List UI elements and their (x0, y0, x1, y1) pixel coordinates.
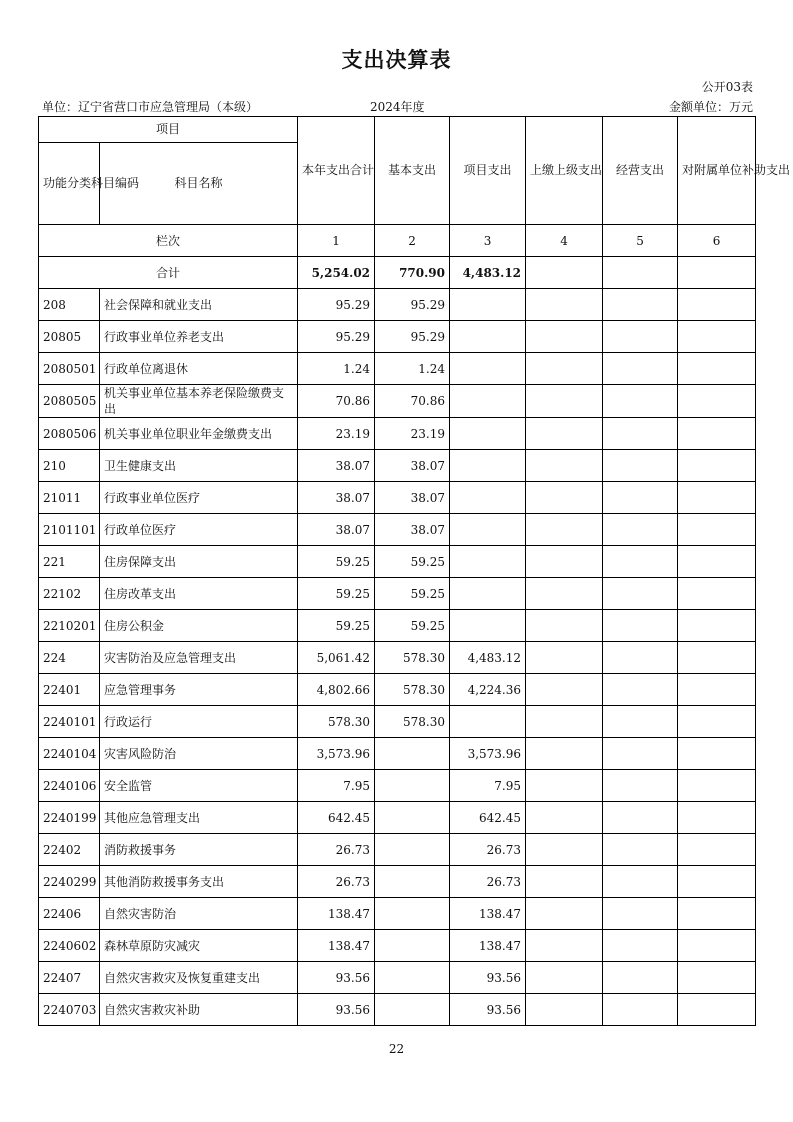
cell-name: 行政运行 (100, 706, 298, 738)
cell-name: 自然灾害救灾补助 (100, 994, 298, 1026)
cell-code: 224 (39, 642, 100, 674)
header-col4: 上缴上级支出 (526, 117, 603, 225)
cell-name: 灾害风险防治 (100, 738, 298, 770)
cell-col6 (678, 706, 756, 738)
cell-col4 (526, 962, 603, 994)
row-number-2: 2 (375, 225, 450, 257)
cell-col6 (678, 802, 756, 834)
header-code: 功能分类科目编码 (39, 143, 100, 225)
cell-project (450, 450, 526, 482)
cell-name: 机关事业单位职业年金缴费支出 (100, 418, 298, 450)
total-basic: 770.90 (375, 257, 450, 289)
header-col1: 本年支出合计 (298, 117, 375, 225)
cell-code: 208 (39, 289, 100, 321)
table-row (39, 450, 756, 482)
cell-basic: 578.30 (375, 706, 450, 738)
table-row (39, 802, 756, 834)
cell-col6 (678, 898, 756, 930)
cell-project (450, 418, 526, 450)
cell-col6 (678, 546, 756, 578)
cell-basic: 38.07 (375, 450, 450, 482)
cell-project: 26.73 (450, 866, 526, 898)
cell-name: 安全监管 (100, 770, 298, 802)
cell-col6 (678, 834, 756, 866)
cell-total: 578.30 (298, 706, 375, 738)
row-number-label: 栏次 (39, 225, 298, 257)
table-row (39, 546, 756, 578)
header-col2: 基本支出 (375, 117, 450, 225)
form-number: 公开03表 (701, 80, 753, 94)
cell-col5 (603, 450, 678, 482)
row-number-row (39, 225, 756, 257)
cell-col6 (678, 289, 756, 321)
cell-col6 (678, 930, 756, 962)
cell-basic (375, 802, 450, 834)
unit-label: 单位：辽宁省营口市应急管理局（本级） (42, 100, 259, 114)
cell-code: 2240703 (39, 994, 100, 1026)
cell-code: 2080501 (39, 353, 100, 385)
cell-name: 社会保障和就业支出 (100, 289, 298, 321)
cell-basic: 578.30 (375, 674, 450, 706)
table-row (39, 610, 756, 642)
cell-name: 其他应急管理支出 (100, 802, 298, 834)
cell-code: 20805 (39, 321, 100, 353)
table-row (39, 866, 756, 898)
cell-col5 (603, 418, 678, 450)
cell-code: 21011 (39, 482, 100, 514)
cell-col5 (603, 994, 678, 1026)
table-row (39, 834, 756, 866)
cell-col4 (526, 450, 603, 482)
cell-col5 (603, 289, 678, 321)
cell-basic: 38.07 (375, 514, 450, 546)
cell-col6 (678, 962, 756, 994)
cell-total: 59.25 (298, 610, 375, 642)
cell-basic (375, 898, 450, 930)
cell-col4 (526, 994, 603, 1026)
cell-project: 93.56 (450, 962, 526, 994)
cell-col4 (526, 706, 603, 738)
cell-code: 2240101 (39, 706, 100, 738)
cell-code: 2240602 (39, 930, 100, 962)
cell-col6 (678, 385, 756, 418)
cell-col6 (678, 353, 756, 385)
cell-total: 38.07 (298, 450, 375, 482)
cell-name: 森林草原防灾减灾 (100, 930, 298, 962)
cell-name: 应急管理事务 (100, 674, 298, 706)
cell-name: 其他消防救援事务支出 (100, 866, 298, 898)
cell-col4 (526, 289, 603, 321)
table-row (39, 385, 756, 418)
cell-project: 138.47 (450, 930, 526, 962)
cell-total: 5,061.42 (298, 642, 375, 674)
cell-project: 4,483.12 (450, 642, 526, 674)
cell-code: 2240299 (39, 866, 100, 898)
cell-code: 22102 (39, 578, 100, 610)
cell-col5 (603, 706, 678, 738)
cell-name: 住房改革支出 (100, 578, 298, 610)
cell-col5 (603, 866, 678, 898)
cell-total: 38.07 (298, 482, 375, 514)
cell-project (450, 321, 526, 353)
cell-code: 22401 (39, 674, 100, 706)
header-col6: 对附属单位补助支出 (678, 117, 756, 225)
cell-col5 (603, 482, 678, 514)
table-row (39, 418, 756, 450)
cell-basic: 59.25 (375, 578, 450, 610)
total-label: 合计 (39, 257, 298, 289)
cell-col5 (603, 578, 678, 610)
cell-col6 (678, 770, 756, 802)
cell-basic (375, 770, 450, 802)
cell-basic (375, 738, 450, 770)
cell-name: 行政单位医疗 (100, 514, 298, 546)
cell-code: 2210201 (39, 610, 100, 642)
cell-project (450, 546, 526, 578)
table-row (39, 578, 756, 610)
cell-col5 (603, 642, 678, 674)
cell-col5 (603, 770, 678, 802)
cell-col4 (526, 930, 603, 962)
cell-col4 (526, 385, 603, 418)
cell-project (450, 289, 526, 321)
cell-basic: 70.86 (375, 385, 450, 418)
table-row (39, 514, 756, 546)
header-name: 科目名称 (100, 143, 298, 225)
cell-code: 22406 (39, 898, 100, 930)
cell-col4 (526, 866, 603, 898)
cell-basic (375, 834, 450, 866)
cell-project: 3,573.96 (450, 738, 526, 770)
cell-col5 (603, 930, 678, 962)
cell-name: 自然灾害防治 (100, 898, 298, 930)
cell-col5 (603, 962, 678, 994)
cell-col6 (678, 674, 756, 706)
cell-col5 (603, 834, 678, 866)
cell-project: 4,224.36 (450, 674, 526, 706)
cell-basic: 1.24 (375, 353, 450, 385)
cell-total: 70.86 (298, 385, 375, 418)
cell-col5 (603, 546, 678, 578)
cell-basic (375, 930, 450, 962)
table-row (39, 994, 756, 1026)
cell-col6 (678, 610, 756, 642)
cell-col5 (603, 321, 678, 353)
cell-total: 26.73 (298, 834, 375, 866)
cell-col4 (526, 898, 603, 930)
cell-project (450, 706, 526, 738)
table-row (39, 738, 756, 770)
cell-project: 7.95 (450, 770, 526, 802)
cell-col5 (603, 738, 678, 770)
cell-total: 3,573.96 (298, 738, 375, 770)
cell-project (450, 482, 526, 514)
cell-name: 行政单位离退休 (100, 353, 298, 385)
cell-total: 23.19 (298, 418, 375, 450)
cell-name: 消防救援事务 (100, 834, 298, 866)
cell-code: 2080506 (39, 418, 100, 450)
table-row (39, 289, 756, 321)
cell-code: 221 (39, 546, 100, 578)
cell-col5 (603, 802, 678, 834)
table-row (39, 482, 756, 514)
cell-col4 (526, 770, 603, 802)
cell-project: 93.56 (450, 994, 526, 1026)
cell-name: 行政事业单位养老支出 (100, 321, 298, 353)
cell-name: 住房保障支出 (100, 546, 298, 578)
cell-basic (375, 994, 450, 1026)
cell-col4 (526, 321, 603, 353)
cell-col6 (678, 738, 756, 770)
total-project: 4,483.12 (450, 257, 526, 289)
cell-col4 (526, 482, 603, 514)
cell-project (450, 610, 526, 642)
table-row (39, 930, 756, 962)
cell-total: 95.29 (298, 289, 375, 321)
cell-col6 (678, 642, 756, 674)
total-sum: 5,254.02 (298, 257, 375, 289)
table-row (39, 674, 756, 706)
cell-col4 (526, 546, 603, 578)
table-row (39, 321, 756, 353)
total-col6 (678, 257, 756, 289)
table-row (39, 770, 756, 802)
cell-col4 (526, 353, 603, 385)
cell-name: 住房公积金 (100, 610, 298, 642)
cell-col5 (603, 514, 678, 546)
cell-total: 95.29 (298, 321, 375, 353)
cell-basic: 23.19 (375, 418, 450, 450)
row-number-4: 4 (526, 225, 603, 257)
cell-name: 机关事业单位基本养老保险缴费支出 (100, 385, 298, 418)
cell-code: 210 (39, 450, 100, 482)
cell-total: 138.47 (298, 930, 375, 962)
cell-basic: 59.25 (375, 610, 450, 642)
cell-code: 22402 (39, 834, 100, 866)
header-item: 项目 (39, 117, 298, 143)
row-number-6: 6 (678, 225, 756, 257)
page-number: 22 (388, 1042, 405, 1056)
cell-col4 (526, 610, 603, 642)
cell-name: 行政事业单位医疗 (100, 482, 298, 514)
cell-project (450, 578, 526, 610)
cell-total: 7.95 (298, 770, 375, 802)
row-number-3: 3 (450, 225, 526, 257)
cell-col4 (526, 418, 603, 450)
cell-col6 (678, 994, 756, 1026)
total-col5 (603, 257, 678, 289)
cell-col4 (526, 642, 603, 674)
cell-code: 2240106 (39, 770, 100, 802)
table-row (39, 706, 756, 738)
page-title: 支出决算表 (341, 48, 452, 72)
cell-col4 (526, 578, 603, 610)
cell-basic: 95.29 (375, 289, 450, 321)
cell-col4 (526, 514, 603, 546)
cell-code: 22407 (39, 962, 100, 994)
cell-project (450, 385, 526, 418)
cell-col5 (603, 353, 678, 385)
cell-total: 38.07 (298, 514, 375, 546)
cell-basic (375, 962, 450, 994)
cell-code: 2240199 (39, 802, 100, 834)
header-col5: 经营支出 (603, 117, 678, 225)
row-number-5: 5 (603, 225, 678, 257)
cell-code: 2080505 (39, 385, 100, 418)
cell-col5 (603, 385, 678, 418)
cell-basic (375, 866, 450, 898)
fiscal-year: 2024年度 (370, 100, 425, 114)
cell-col6 (678, 514, 756, 546)
cell-col6 (678, 578, 756, 610)
cell-basic: 578.30 (375, 642, 450, 674)
cell-col5 (603, 674, 678, 706)
table-row (39, 962, 756, 994)
cell-col6 (678, 866, 756, 898)
cell-col6 (678, 418, 756, 450)
cell-total: 4,802.66 (298, 674, 375, 706)
cell-code: 2240104 (39, 738, 100, 770)
cell-col4 (526, 674, 603, 706)
total-row (39, 257, 756, 289)
cell-total: 59.25 (298, 578, 375, 610)
header-col3: 项目支出 (450, 117, 526, 225)
cell-col4 (526, 802, 603, 834)
table-row (39, 353, 756, 385)
cell-total: 26.73 (298, 866, 375, 898)
cell-col4 (526, 738, 603, 770)
cell-total: 1.24 (298, 353, 375, 385)
cell-total: 59.25 (298, 546, 375, 578)
cell-project (450, 353, 526, 385)
header-row-item (39, 117, 756, 143)
cell-total: 138.47 (298, 898, 375, 930)
cell-col5 (603, 610, 678, 642)
expenditure-table (38, 116, 791, 1026)
cell-col6 (678, 450, 756, 482)
cell-name: 灾害防治及应急管理支出 (100, 642, 298, 674)
cell-col4 (526, 834, 603, 866)
cell-project (450, 514, 526, 546)
cell-total: 642.45 (298, 802, 375, 834)
cell-basic: 95.29 (375, 321, 450, 353)
cell-col6 (678, 321, 756, 353)
cell-col5 (603, 898, 678, 930)
total-col4 (526, 257, 603, 289)
cell-basic: 38.07 (375, 482, 450, 514)
cell-project: 138.47 (450, 898, 526, 930)
cell-col6 (678, 482, 756, 514)
cell-total: 93.56 (298, 962, 375, 994)
cell-project: 642.45 (450, 802, 526, 834)
table-row (39, 898, 756, 930)
money-unit: 金额单位：万元 (668, 100, 753, 114)
row-number-1: 1 (298, 225, 375, 257)
cell-name: 自然灾害救灾及恢复重建支出 (100, 962, 298, 994)
cell-total: 93.56 (298, 994, 375, 1026)
cell-name: 卫生健康支出 (100, 450, 298, 482)
cell-project: 26.73 (450, 834, 526, 866)
table-row (39, 642, 756, 674)
cell-code: 2101101 (39, 514, 100, 546)
cell-basic: 59.25 (375, 546, 450, 578)
